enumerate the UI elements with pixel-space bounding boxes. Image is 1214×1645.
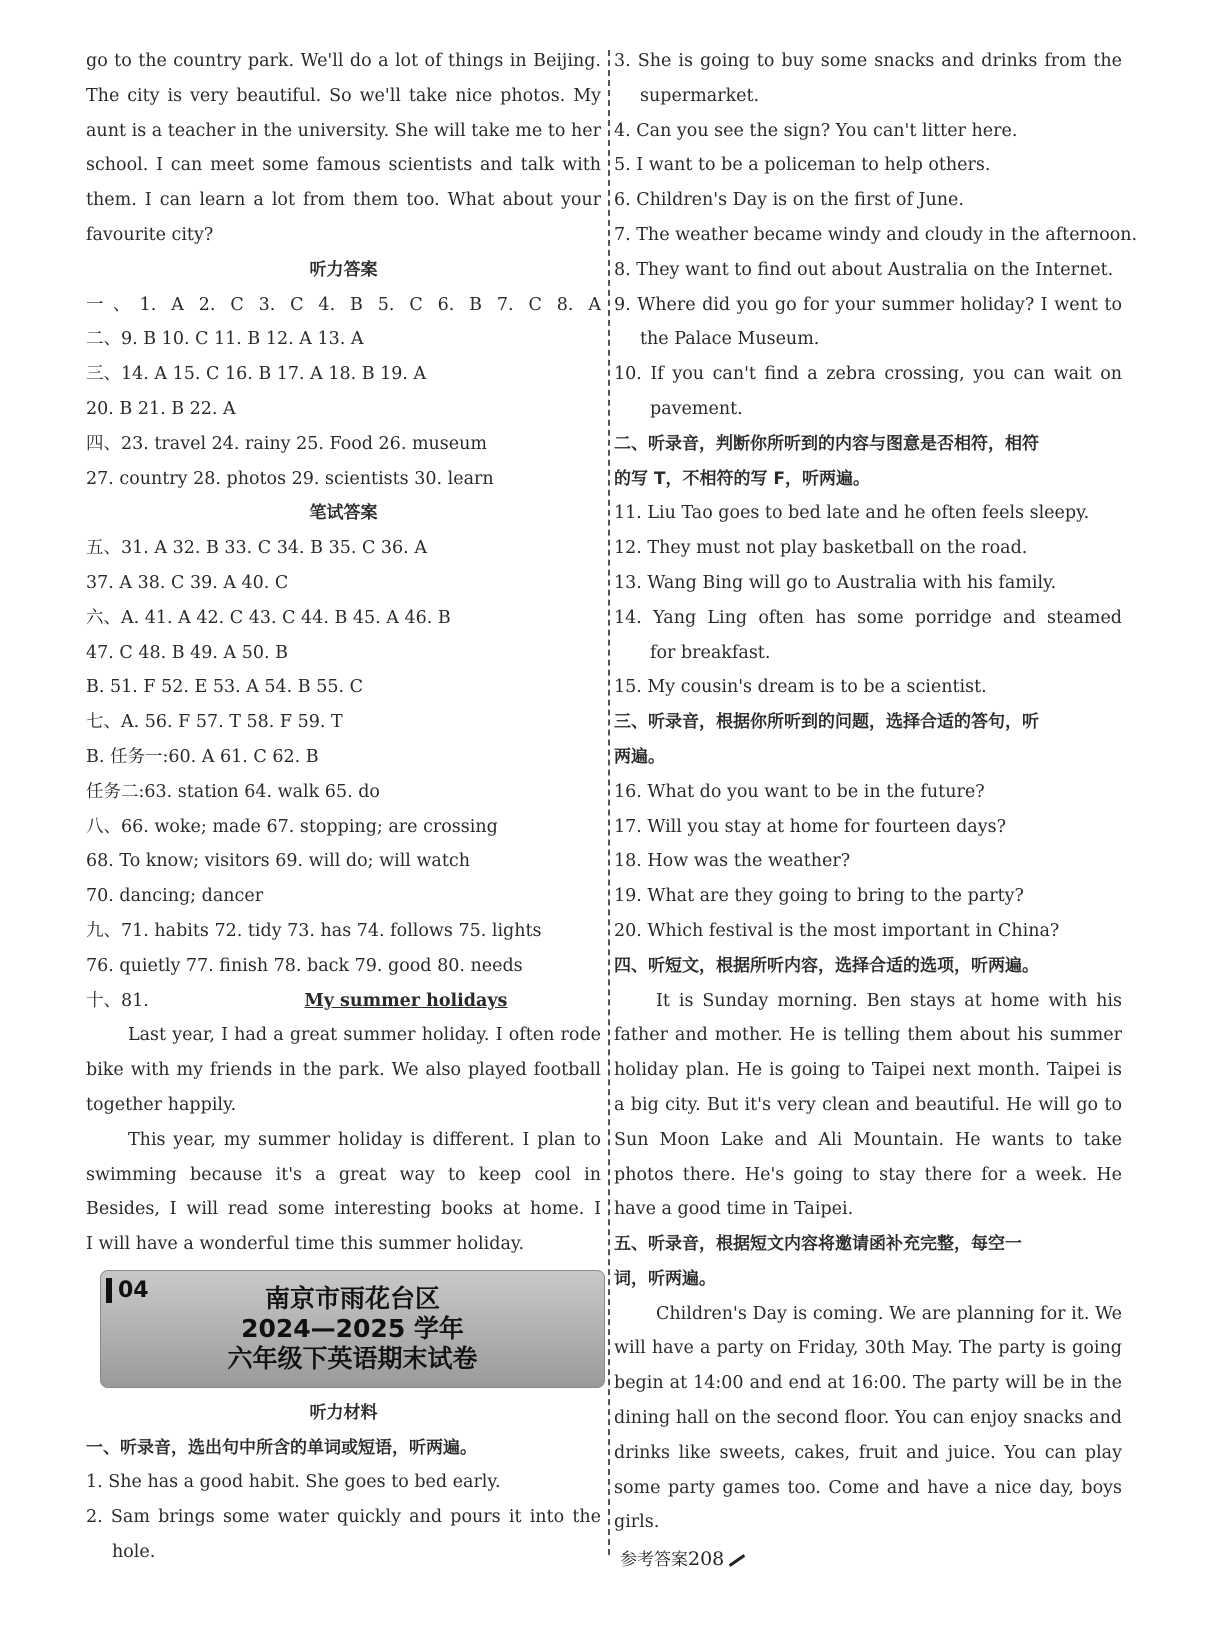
passage-line: father and mother. He is telling them about his summer xyxy=(614,1025,1122,1046)
passage-line: begin at 14:00 and end at 16:00. The party will be in the xyxy=(614,1373,1122,1394)
footer-label: 参考答案 xyxy=(620,1550,688,1570)
intro-line: them. I can learn a lot from them too. What about your xyxy=(86,190,601,211)
passage-line: have a good time in Taipei. xyxy=(614,1199,854,1220)
part3-item: 18. How was the weather? xyxy=(614,851,851,872)
passage-line: will have a party on Friday, 30th May. The party is going xyxy=(614,1338,1122,1359)
answer-line: 九、71. habits 72. tidy 73. has 74. follows 75. lights xyxy=(86,920,542,941)
answer-line: 一、1. A 2. C 3. C 4. B 5. C 6. B 7. C 8. A xyxy=(86,294,601,315)
intro-line: The city is very beautiful. So we'll take nice photos. My xyxy=(86,85,601,106)
script-line: 6. Children's Day is on the first of June. xyxy=(614,190,964,211)
passage-line: holiday plan. He is going to Taipei next month. Taipei is xyxy=(614,1060,1122,1081)
script-line: 7. The weather became windy and cloudy in the afternoon. xyxy=(614,224,1138,245)
listening-answers-heading: 听力答案 xyxy=(309,259,378,280)
script-line: 9. Where did you go for your summer holiday? I went to xyxy=(614,294,1122,315)
answer-line: B. 任务一:60. A 61. C 62. B xyxy=(86,746,319,767)
script-line: 10. If you can't find a zebra crossing, you can wait on xyxy=(614,364,1122,385)
page-footer xyxy=(620,1545,746,1570)
answer-line: 八、66. woke; made 67. stopping; are crossing xyxy=(86,816,498,837)
passage-line: girls. xyxy=(614,1512,660,1533)
right-column xyxy=(614,44,1138,1540)
answer-line: 20. B 21. B 22. A xyxy=(86,398,236,419)
part1-item: 2. Sam brings some water quickly and pours it into the xyxy=(86,1507,601,1528)
script-line: supermarket. xyxy=(640,85,760,106)
part2-item: 11. Liu Tao goes to bed late and he often feels sleepy. xyxy=(614,503,1090,524)
part2-item: 14. Yang Ling often has some porridge and steamed xyxy=(614,607,1122,628)
banner-district: 南京市雨花台区 xyxy=(264,1283,440,1313)
essay-title-line xyxy=(86,984,601,1019)
materials-heading: 听力材料 xyxy=(309,1402,378,1423)
answer-line: 六、A. 41. A 42. C 43. C 44. B 45. A 46. B xyxy=(86,607,451,628)
passage-line: drinks like sweets, cakes, fruit and juice. You can play xyxy=(614,1442,1122,1463)
part1-heading: 一、听录音，选出句中所含的单词或短语，听两遍。 xyxy=(86,1437,477,1458)
written-answers-heading: 笔试答案 xyxy=(309,503,378,524)
script-line: 4. Can you see the sign? You can't litter here. xyxy=(614,120,1018,141)
answer-line: 37. A 38. C 39. A 40. C xyxy=(86,572,289,593)
part1-item: 1. She has a good habit. She goes to bed early. xyxy=(86,1472,501,1493)
script-line: 5. I want to be a policeman to help others. xyxy=(614,155,991,176)
script-line: 3. She is going to buy some snacks and drinks from the xyxy=(614,51,1122,71)
intro-line: aunt is a teacher in the university. She will take me to her xyxy=(86,120,601,141)
column-divider xyxy=(608,50,610,1555)
exam-title-banner xyxy=(100,1270,605,1388)
essay-line: together happily. xyxy=(86,1094,237,1115)
part3-heading: 两遍。 xyxy=(614,746,665,767)
answer-line: B. 51. F 52. E 53. A 54. B 55. C xyxy=(86,677,364,698)
part5-heading: 词，听两遍。 xyxy=(614,1268,716,1289)
passage-line: dining hall on the second floor. You can enjoy snacks and xyxy=(614,1408,1122,1429)
part2-item: 15. My cousin's dream is to be a scientist. xyxy=(614,677,987,698)
part3-item: 20. Which festival is the most important in China? xyxy=(614,920,1060,941)
essay-line: Besides, I will read some interesting books at home. I xyxy=(86,1199,601,1220)
part3-item: 17. Will you stay at home for fourteen days? xyxy=(614,816,1006,837)
essay-number: 十、81. xyxy=(86,990,149,1011)
part2-item: for breakfast. xyxy=(650,642,771,663)
part3-item: 16. What do you want to be in the future? xyxy=(614,781,985,802)
answer-line: 二、9. B 10. C 11. B 12. A 13. A xyxy=(86,329,364,350)
essay-line: Last year, I had a great summer holiday. I often rode xyxy=(128,1025,601,1046)
part3-item: 19. What are they going to bring to the party? xyxy=(614,886,1024,907)
answer-line: 任务二:63. station 64. walk 65. do xyxy=(86,781,380,802)
banner-exam-name: 六年级下英语期末试卷 xyxy=(227,1343,478,1373)
answer-line: 68. To know; visitors 69. will do; will watch xyxy=(86,851,470,872)
part3-heading: 三、听录音，根据你所听到的问题，选择合适的答句，听 xyxy=(614,712,1039,733)
passage-line: Sun Moon Lake and Ali Mountain. He wants to take xyxy=(614,1129,1122,1150)
answer-line: 七、A. 56. F 57. T 58. F 59. T xyxy=(86,712,343,733)
answer-line: 五、31. A 32. B 33. C 34. B 35. C 36. A xyxy=(86,538,427,559)
intro-line: go to the country park. We'll do a lot of things in Beijing. xyxy=(86,51,601,71)
pencil-icon xyxy=(729,1554,745,1567)
passage-line: It is Sunday morning. Ben stays at home with his xyxy=(656,990,1122,1011)
part2-heading: 的写 T，不相符的写 F，听两遍。 xyxy=(614,468,871,489)
part2-item: 12. They must not play basketball on the road. xyxy=(614,538,1028,559)
passage-line: photos there. He's going to stay there for a week. He xyxy=(614,1164,1122,1185)
answer-line: 70. dancing; dancer xyxy=(86,886,264,907)
part2-item: 13. Wang Bing will go to Australia with his family. xyxy=(614,572,1057,593)
intro-line: favourite city? xyxy=(86,224,214,245)
essay-title: My summer holidays xyxy=(304,990,508,1011)
essay-line: I will have a wonderful time this summer holiday. xyxy=(86,1234,525,1255)
essay-line: bike with my friends in the park. We also played football xyxy=(86,1060,601,1081)
part5-heading: 五、听录音，根据短文内容将邀请函补充完整，每空一 xyxy=(614,1234,1022,1255)
banner-year: 2024—2025 学年 xyxy=(241,1313,464,1343)
part2-heading: 二、听录音，判断你所听到的内容与图意是否相符，相符 xyxy=(614,433,1039,454)
part1-item: hole. xyxy=(112,1542,156,1563)
passage-line: some party games too. Come and have a nice day, boys xyxy=(614,1477,1122,1498)
passage-line: a big city. But it's very clean and beautiful. He will go to xyxy=(614,1094,1122,1115)
answer-line: 三、14. A 15. C 16. B 17. A 18. B 19. A xyxy=(86,364,427,385)
essay-line: This year, my summer holiday is different. I plan to xyxy=(128,1129,601,1150)
part4-heading: 四、听短文，根据所听内容，选择合适的选项，听两遍。 xyxy=(614,955,1039,976)
answer-line: 76. quietly 77. finish 78. back 79. good 80. needs xyxy=(86,955,523,976)
script-line: the Palace Museum. xyxy=(640,329,820,350)
left-column xyxy=(86,44,601,1570)
script-line: 8. They want to find out about Australia on the Internet. xyxy=(614,259,1114,280)
exam-number-badge: 04 xyxy=(106,1278,149,1303)
passage-line: Children's Day is coming. We are planning for it. We xyxy=(656,1303,1122,1324)
essay-line: swimming because it's a great way to keep cool in xyxy=(86,1164,601,1185)
answer-line: 27. country 28. photos 29. scientists 30. learn xyxy=(86,468,494,489)
script-line: pavement. xyxy=(650,398,743,419)
answer-line: 四、23. travel 24. rainy 25. Food 26. museum xyxy=(86,433,488,454)
page-number: 208 xyxy=(688,1548,725,1570)
intro-line: school. I can meet some famous scientists and talk with xyxy=(86,155,601,176)
answer-line: 47. C 48. B 49. A 50. B xyxy=(86,642,289,663)
